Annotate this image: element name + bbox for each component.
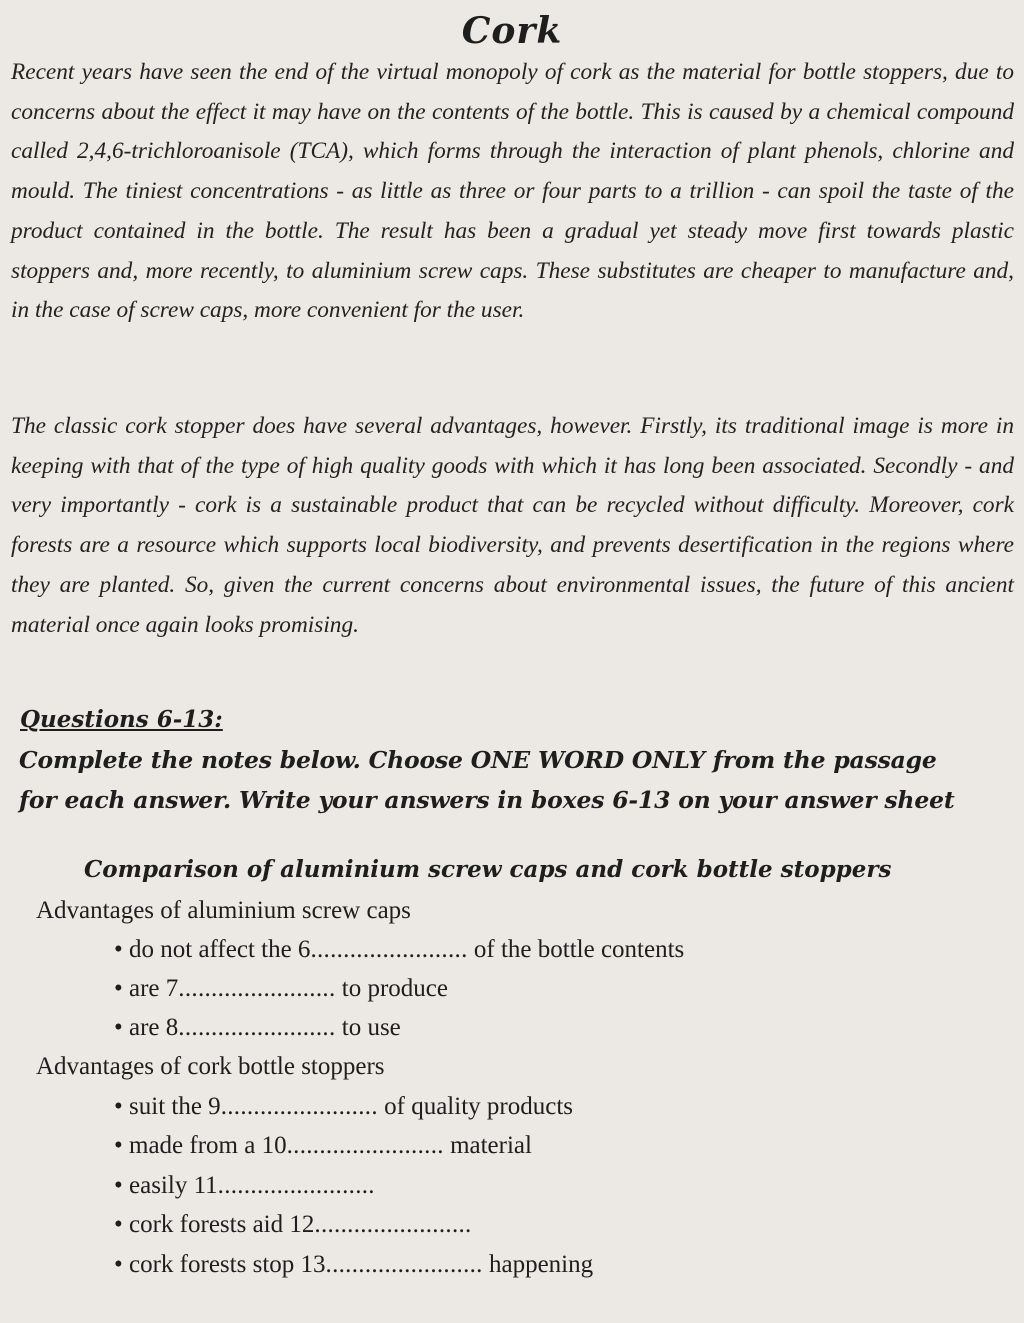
passage-paragraph-1: Recent years have seen the end of the virtual monopoly of cork as the material for bottle stoppers, due to concerns about the effect it may have on the contents of the bottle. This is caused by a chemical compound called 2,4,6-trichloroanisole (TCA), which forms through the interaction of plant phenols, chlorine and mould. The tiniest concentrations - as little as three or four parts to a trillion - can spoil the taste of the product contained in the bottle. The result has been a gradual yet steady move first towards plastic stoppers and, more recently, to aluminium screw caps. These substitutes are cheaper to manufacture and, in the case of screw caps, more convenient for the user.: [11, 59, 1014, 324]
answer-blank-10: ........................: [286, 1132, 444, 1159]
note-text-after: of quality products: [377, 1093, 573, 1120]
note-item-9: [114, 1088, 573, 1126]
bullet-icon: •: [114, 1172, 130, 1199]
note-text-before: do not affect the 6: [129, 936, 311, 963]
note-text-before: suit the 9: [129, 1093, 221, 1120]
note-text-before: made from a 10: [129, 1132, 287, 1159]
note-text-before: cork forests aid 12: [129, 1211, 315, 1238]
note-text-before: easily 11: [129, 1172, 218, 1199]
answer-blank-13: ........................: [325, 1251, 483, 1278]
note-item-11: [114, 1167, 375, 1205]
questions-heading: Questions 6-13:: [20, 706, 223, 733]
bullet-icon: •: [114, 1132, 130, 1159]
section-heading-screw-caps: Advantages of aluminium screw caps: [36, 897, 411, 924]
answer-blank-8: ........................: [178, 1014, 336, 1041]
note-text-after: to produce: [335, 975, 448, 1002]
note-text-before: are 8: [129, 1014, 179, 1041]
answer-blank-9: ........................: [220, 1093, 378, 1120]
instruction-line-1: Complete the notes below. Choose ONE WORD ONLY from the passage: [19, 746, 937, 774]
note-text-before: cork forests stop 13: [129, 1251, 326, 1278]
note-text-after: happening: [482, 1251, 594, 1278]
note-item-13: [114, 1246, 593, 1284]
instruction-line-2: for each answer. Write your answers in boxes 6-13 on your answer sheet: [19, 786, 955, 814]
note-item-12: [114, 1206, 472, 1244]
answer-blank-7: ........................: [178, 975, 336, 1002]
note-item-6: [114, 931, 684, 969]
bullet-icon: •: [114, 1251, 130, 1278]
bullet-icon: •: [114, 936, 130, 963]
section-heading-cork-stoppers: Advantages of cork bottle stoppers: [36, 1053, 385, 1080]
bullet-icon: •: [114, 1014, 130, 1041]
answer-blank-12: ........................: [314, 1211, 472, 1238]
answer-blank-6: ........................: [310, 936, 468, 963]
answer-blank-11: ........................: [217, 1172, 375, 1199]
passage-paragraph-2: The classic cork stopper does have several advantages, however. Firstly, its traditional image is more in keeping with that of the type of high quality goods with which it has long been associated. Secondly - and very importantly - cork is a sustainable product that can be recycled without difficulty. Moreover, cork forests are a resource which supports local biodiversity, and prevents desertification in the regions where they are planted. So, given the current concerns about environmental issues, the future of this ancient material once again looks promising.: [11, 413, 1014, 638]
bullet-icon: •: [114, 1093, 130, 1120]
bullet-icon: •: [114, 1211, 130, 1238]
note-text-after: to use: [335, 1014, 401, 1041]
note-item-8: [114, 1009, 401, 1047]
note-text-after: material: [443, 1132, 532, 1159]
bullet-icon: •: [114, 975, 130, 1002]
document-title: Cork: [461, 10, 563, 52]
note-text-before: are 7: [129, 975, 179, 1002]
note-item-10: [114, 1127, 532, 1165]
note-item-7: [114, 970, 448, 1008]
questions-instruction: [19, 740, 1024, 820]
note-text-after: of the bottle contents: [467, 936, 685, 963]
notes-title: Comparison of aluminium screw caps and cork bottle stoppers: [84, 856, 892, 883]
